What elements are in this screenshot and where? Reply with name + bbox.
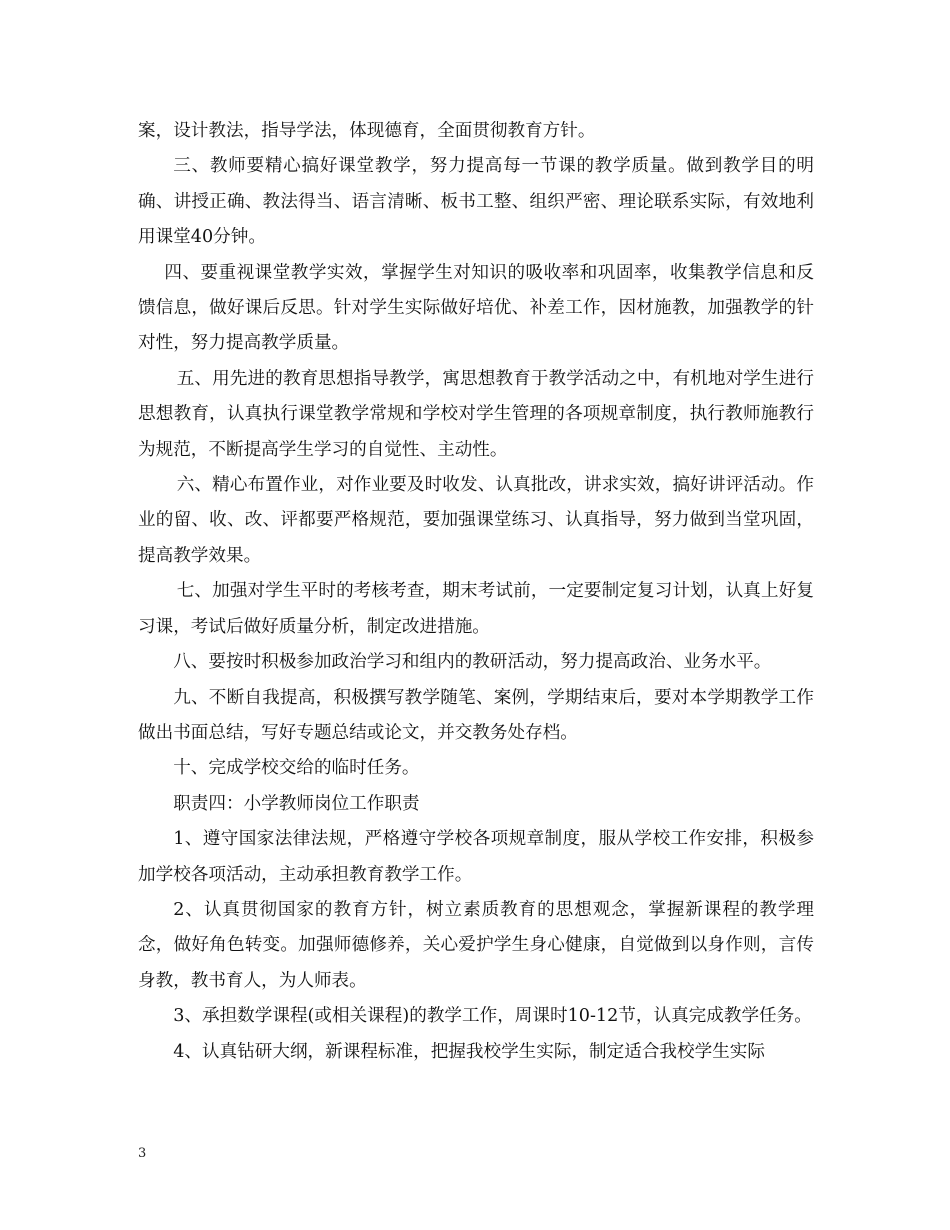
- paragraph-duty-4: 4、认真钻研大纲，新课程标准，把握我校学生实际，制定适合我校学生实际: [173, 1041, 765, 1062]
- paragraph-item-6: 六、精心布置作业，对作业要及时收发、认真批改，讲求实效，搞好讲评活动。作业的留、收、改、评都要严格规范，要加强课堂练习、认真指导，努力做到当堂巩固，提高教学效果。: [138, 475, 814, 566]
- paragraph-item-4: 四、要重视课堂教学实效，掌握学生对知识的吸收率和巩固率，收集教学信息和反馈信息，做好课后反思。针对学生实际做好培优、补差工作，因材施教，加强教学的针对性，努力提高教学质量。: [138, 262, 814, 354]
- paragraph-duty-1: 1、遵守国家法律法规，严格遵守学校各项规章制度，服从学校工作安排，积极参加学校各项活动，主动承担教育教学工作。: [138, 829, 814, 885]
- paragraph-item-3: 三、教师要精心搞好课堂教学，努力提高每一节课的教学质量。做到教学目的明确、讲授正确、教法得当、语言清晰、板书工整、组织严密、理论联系实际，有效地利用课堂40分钟。: [138, 156, 814, 248]
- paragraph-item-8: 八、要按时积极参加政治学习和组内的教研活动，努力提高政治、业务水平。: [173, 652, 772, 673]
- paragraph-item-10: 十、完成学校交给的临时任务。: [173, 758, 420, 779]
- paragraph-continuation: 案，设计教法，指导学法，体现德育，全面贯彻教育方针。: [138, 121, 596, 141]
- paragraph-duty-2: 2、认真贯彻国家的教育方针，树立素质教育的思想观念，掌握新课程的教学理念，做好角色转变。加强师德修养，关心爱护学生身心健康，自觉做到以身作则，言传身教，教书育人，为人师表。: [138, 899, 814, 991]
- document-body: [138, 114, 814, 1070]
- paragraph-item-7: 七、加强对学生平时的考核考查，期末考试前，一定要制定复习计划，认真上好复习课，考试后做好质量分析，制定改进措施。: [138, 581, 814, 637]
- paragraph-item-9: 九、不断自我提高，积极撰写教学随笔、案例，学期结束后，要对本学期教学工作做出书面总结，写好专题总结或论文，并交教务处存档。: [138, 687, 814, 743]
- section-heading: 职责四：小学教师岗位工作职责: [173, 793, 420, 814]
- paragraph-duty-3: 3、承担数学课程(或相关课程)的教学工作，周课时10-12节，认真完成教学任务。: [173, 1006, 812, 1027]
- paragraph-item-5: 五、用先进的教育思想指导教学，寓思想教育于教学活动之中，有机地对学生进行思想教育，认真执行课堂教学常规和学校对学生管理的各项规章制度，执行教师施教行为规范，不断提高学生学习的自觉性、主动性。: [138, 368, 814, 460]
- page-number: 3: [138, 1146, 147, 1161]
